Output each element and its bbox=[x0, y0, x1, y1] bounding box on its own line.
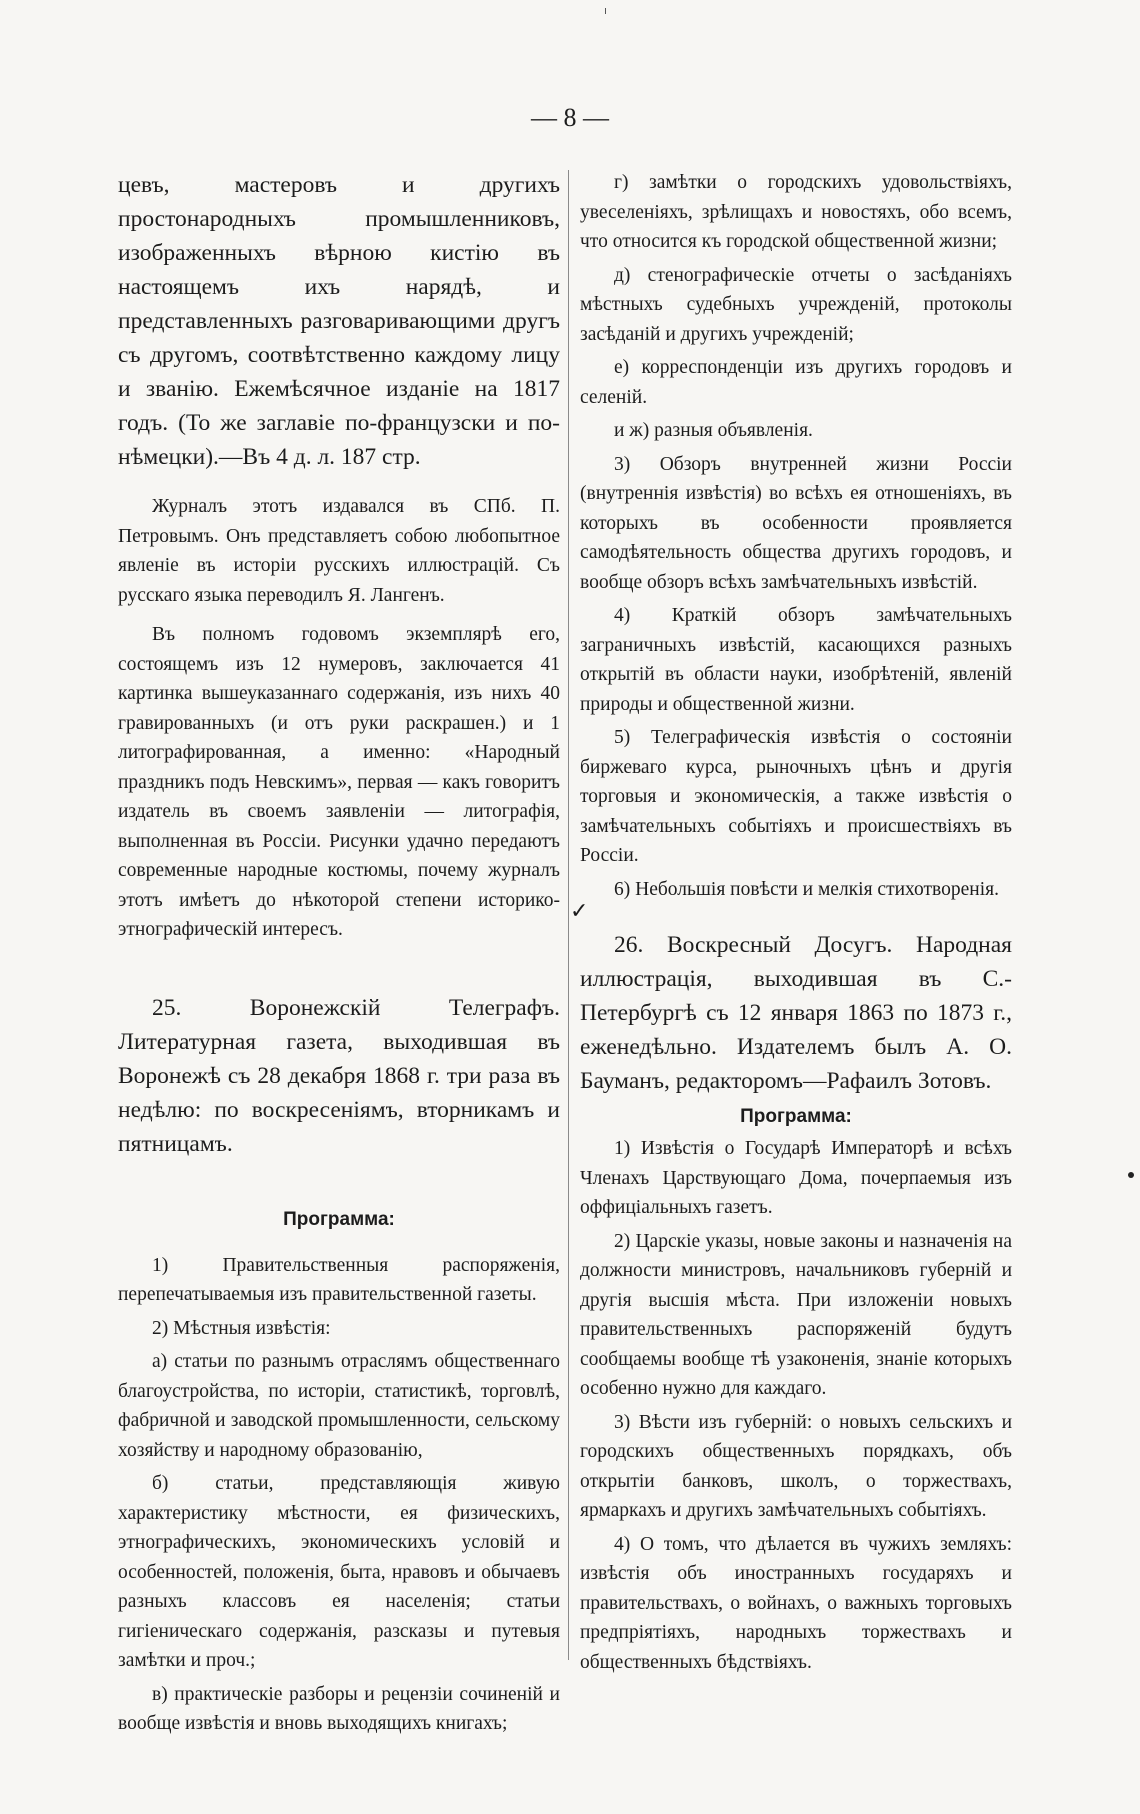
list-item: 2) Царскіе указы, новые законы и назначенія на должности министровъ, начальниковъ губерній и другія высшія мѣста. При изложеніи новыхъ правительственныхъ распоряженій будутъ сообщаемы вообще тѣ узаконенія, знаніе которыхъ особенно нужно для каждаго. bbox=[580, 1230, 1012, 1399]
program-heading-25: Программа: bbox=[283, 1208, 395, 1230]
paragraph-copy-contents: Въ полномъ годовомъ экземплярѣ его, состоящемъ изъ 12 нумеровъ, заключается 41 картинка вышеуказаннаго содержанія, изъ нихъ 40 гравированныхъ (и отъ руки раскрашен.) и 1 литографированная, а именно: «Народный праздникъ подъ Невскимъ», первая — какъ говоритъ издатель въ своемъ заявленіи — литографія, выполненная въ Россіи. Рисунки удачно передаютъ современные народные костюмы, почему журналъ этотъ имѣетъ до нѣкоторой степени историко-этнографическій интересъ. bbox=[118, 624, 560, 940]
scan-speck bbox=[1128, 1172, 1134, 1178]
list-item: в) практическіе разборы и рецензіи сочиненій и вообще извѣстія и вновь выходящихъ книгахъ; bbox=[118, 1683, 560, 1734]
list-item: 4) Краткій обзоръ замѣчательныхъ заграничныхъ извѣстій, касающихся разныхъ открытій въ области науки, изобрѣтеній, явленій природы и общественной жизни. bbox=[580, 605, 1012, 715]
checkmark-icon: ✓ bbox=[570, 898, 589, 923]
program-heading-26: Программа: bbox=[740, 1106, 852, 1127]
list-item: 5) Телеграфическія извѣстія о состояніи биржеваго курса, рыночныхъ цѣнъ и другія торговыя и экономическія, а также извѣстія о замѣчательныхъ событіяхъ и происшествіяхъ въ Россіи. bbox=[580, 727, 1012, 866]
list-item: 3) Обзоръ внутренней жизни Россіи (внутреннія извѣстія) во всѣхъ ея отношеніяхъ, въ которыхъ въ особенности проявляется самодѣятельность общества другихъ городовъ, и вообще обзоръ всѣхъ замѣчательныхъ извѣстій. bbox=[580, 453, 1012, 593]
intro-paragraph: цевъ, мастеровъ и другихъ простонародныхъ промышленниковъ, изображенныхъ вѣрною кистію въ настоящемъ ихъ нарядѣ, и представленныхъ разговаривающими другъ съ другомъ, соотвѣтственно каждому лицу и званію. Ежемѣсячное изданіе на 1817 годъ. (То же заглавіе по-французски и по-нѣмецки).—Въ 4 д. л. 187 стр. bbox=[118, 172, 560, 470]
list-item: 4) О томъ, что дѣлается въ чужихъ земляхъ: извѣстія объ иностранныхъ государяхъ и правительствахъ, о войнахъ, о важныхъ торговыхъ предпріятіяхъ, народныхъ торжествахъ и общественныхъ бѣдствіяхъ. bbox=[580, 1533, 1012, 1673]
list-item: 1) Извѣстія о Государѣ Императорѣ и всѣхъ Членахъ Царствующаго Дома, почерпаемыя изъ оффиціальныхъ газетъ. bbox=[580, 1138, 1012, 1218]
entry-25-title: 25. Воронежскій Телеграфъ. Литературная газета, выходившая въ Воронежѣ съ 28 декабря 1868 г. три раза въ недѣлю: по воскресеніямъ, вторникамъ и пятницамъ. bbox=[118, 994, 560, 1157]
right-column bbox=[580, 168, 1012, 1677]
list-item: а) статьи по разнымъ отраслямъ общественнаго благоустройства, по исторіи, статистикѣ, торговлѣ, фабричной и заводской промышленности, сельскому хозяйству и народному образованію, bbox=[118, 1351, 560, 1461]
list-item: и ж) разныя объявленія. bbox=[614, 420, 813, 441]
list-item: д) стенографическіе отчеты о засѣданіяхъ мѣстныхъ судебныхъ учрежденій, протоколы засѣданій и другихъ учрежденій; bbox=[580, 264, 1012, 345]
list-item: 1) Правительственныя распоряженія, перепечатываемыя изъ правительственной газеты. bbox=[118, 1254, 560, 1305]
list-item: 2) Мѣстныя извѣстія: bbox=[152, 1317, 331, 1339]
list-item: б) статьи, представляющія живую характеристику мѣстности, ея физическихъ, этнографическихъ, экономическихъ условій и особенностей, положенія, быта, нравовъ и обычаевъ разныхъ классовъ ея населенія; статьи гигіеническаго содержанія, разсказы и путевыя замѣтки и проч.; bbox=[118, 1473, 560, 1671]
list-item: 6) Небольшія повѣсти и мелкія стихотворенія. bbox=[614, 878, 999, 900]
left-column bbox=[118, 168, 560, 1739]
list-item: 3) Вѣсти изъ губерній: о новыхъ сельскихъ и городскихъ общественныхъ порядкахъ, объ открытіи банковъ, школъ, о торжествахъ, ярмаркахъ и другихъ замѣчательныхъ событіяхъ. bbox=[580, 1411, 1012, 1521]
scan-speck bbox=[605, 8, 606, 14]
paragraph-journal-history: Журналъ этотъ издавался въ СПб. П. Петровымъ. Онъ представляетъ собою любопытное явленіе въ исторіи русскихъ иллюстрацій. Съ русскаго языка переводилъ Я. Лангенъ. bbox=[118, 496, 560, 606]
column-divider bbox=[568, 170, 569, 1660]
list-item: е) корреспонденціи изъ другихъ городовъ и селеній. bbox=[580, 357, 1012, 408]
list-item: г) замѣтки о городскихъ удовольствіяхъ, увеселеніяхъ, зрѣлищахъ и новостяхъ, обо всемъ, что относится къ городской общественной жизни; bbox=[580, 172, 1012, 252]
page-number: — 8 — bbox=[531, 103, 609, 132]
entry-26-title: 26. Воскресный Досугъ. Народная иллюстрація, выходившая въ С.-Петербургѣ съ 12 января 1863 по 1873 г., еженедѣльно. Издателемъ былъ А. О. Бауманъ, редакторомъ—Рафаилъ Зотовъ. bbox=[580, 932, 1012, 1094]
